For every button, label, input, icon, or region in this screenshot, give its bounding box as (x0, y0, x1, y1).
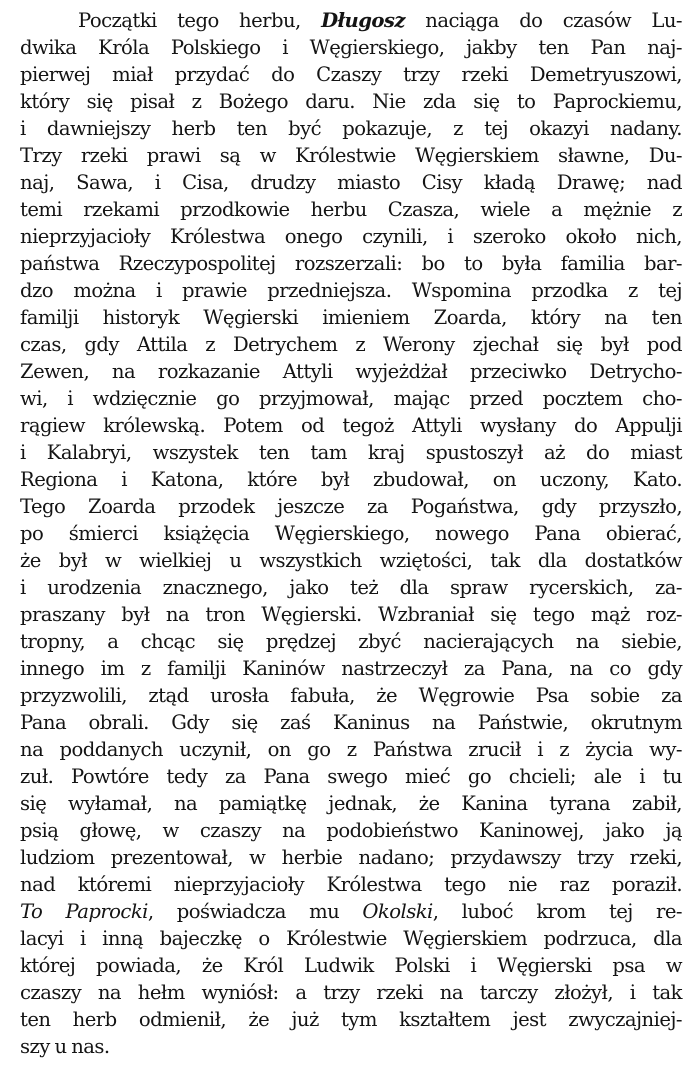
text-line: Trzy rzeki prawi są w Królestwie Węgierskiem sławne, Du- (20, 144, 682, 167)
text-line: i urodzenia znacznego, jako też dla spraw rycerskich, za- (20, 576, 682, 599)
text-line: nad któremi nieprzyjacioły Królestwa tego nie raz poraził. (20, 873, 682, 896)
text-line: temi rzekami przodkowie herbu Czasza, wiele a mężnie z (20, 198, 682, 221)
text-line: na poddanych uczynił, on go z Państwa zrucił i z życia wy- (20, 738, 682, 761)
text-line: dzo można i prawie przedniejsza. Wspomina przodka z tej (20, 279, 682, 302)
text-line: Początki tego herbu, Długosz naciąga do czasów Lu- (78, 9, 682, 32)
text-line: rągiew królewską. Potem od tegoż Attyli wysłany do Appulji (20, 414, 682, 437)
text-line: czas, gdy Attila z Detrychem z Werony zjechał się był pod (20, 333, 682, 356)
document-page (20, 6, 682, 1062)
text-line: który się pisał z Bożego daru. Nie zda się to Paprockiemu, (20, 90, 682, 113)
text-line: ten herb odmienił, że już tym kształtem jest zwyczajniej- (20, 1008, 682, 1031)
author-name-okolski: Okolski (362, 900, 433, 923)
text-line: praszany był na tron Węgierski. Wzbraniał się tego mąż roz- (20, 603, 682, 626)
text-line: po śmierci książęcia Węgierskiego, nowego Pana obierać, (20, 522, 682, 545)
text-line: naj, Sawa, i Cisa, drudzy miasto Cisy kładą Drawę; nad (20, 171, 682, 194)
text-line: tropny, a chcąc się prędzej zbyć nacierających na siebie, (20, 630, 682, 653)
text-line: się wyłamał, na pamiątkę jednak, że Kanina tyrana zabił, (20, 792, 682, 815)
text-line: szy u nas. (20, 1035, 110, 1058)
text-line: familji historyk Węgierski imieniem Zoarda, który na ten (20, 306, 682, 329)
text-line: pierwej miał przydać do Czaszy trzy rzeki Demetryuszowi, (20, 63, 682, 86)
text-line: innego im z familji Kaninów nastrzeczył za Pana, na co gdy (20, 657, 682, 680)
text-line: państwa Rzeczypospolitej rozszerzali: bo to była familia bar- (20, 252, 682, 275)
text-line: ludziom prezentował, w herbie nadano; przydawszy trzy rzeki, (20, 846, 682, 869)
text-line: przyzwolili, ztąd urosła fabuła, że Węgrowie Psa sobie za (20, 684, 682, 707)
author-name-dlugosz: Długosz (321, 9, 405, 32)
text-line: Tego Zoarda przodek jeszcze za Pogaństwa, gdy przyszło, (20, 495, 682, 518)
text-line: której powiada, że Król Ludwik Polski i Węgierski psa w (20, 954, 682, 977)
text-line: czaszy na hełm wyniósł: a trzy rzeki na tarczy złożył, i tak (20, 981, 682, 1004)
text-line: Regiona i Katona, które był zbudował, on uczony, Kato. (20, 468, 682, 491)
text-line: dwika Króla Polskiego i Węgierskiego, jakby ten Pan naj- (20, 36, 682, 59)
author-name-paprocki: To Paprocki (20, 900, 148, 923)
text-line: zuł. Powtóre tedy za Pana swego mieć go chcieli; ale i tu (20, 765, 682, 788)
text-line: i Kalabryi, wszystek ten tam kraj spustoszył aż do miast (20, 441, 682, 464)
text-line: i dawniejszy herb ten być pokazuje, z tej okazyi nadany. (20, 117, 682, 140)
text-line: psią głowę, w czaszy na podobieństwo Kaninowej, jako ją (20, 819, 682, 842)
text-line: nieprzyjacioły Królestwa onego czynili, i szeroko około nich, (20, 225, 682, 248)
text-line: Pana obrali. Gdy się zaś Kaninus na Państwie, okrutnym (20, 711, 682, 734)
text-line: To Paprocki, poświadcza mu Okolski, luboć krom tej re- (20, 900, 682, 923)
text-line: Zewen, na rozkazanie Attyli wyjeżdżał przeciwko Detrycho- (20, 360, 682, 383)
text-line: że był w wielkiej u wszystkich wziętości, tak dla dostatków (20, 549, 682, 572)
text-line: lacyi i inną bajeczkę o Królestwie Węgierskiem podrzuca, dla (20, 927, 682, 950)
text-line: wi, i wdzięcznie go przyjmował, mając przed pocztem cho- (20, 387, 682, 410)
